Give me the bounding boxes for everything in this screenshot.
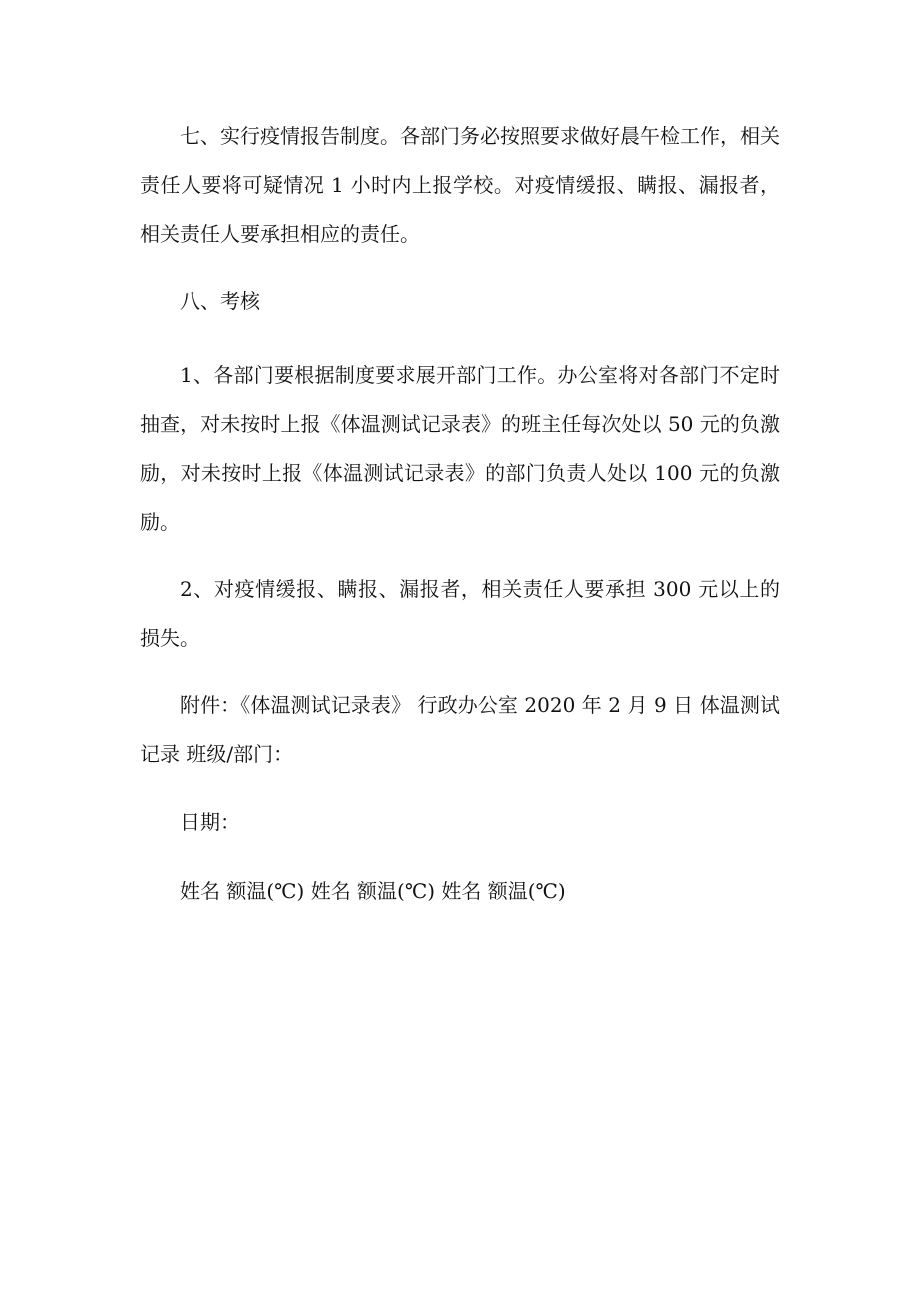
paragraph-date: 日期： — [180, 810, 240, 834]
paragraph-assessment-item-2: 2、对疫情缓报、瞒报、漏报者，相关责任人要承担 300 元以上的损失。 — [140, 577, 780, 650]
paragraph-table-header: 姓名 额温(℃) 姓名 额温(℃) 姓名 额温(℃) — [180, 879, 566, 903]
paragraph-assessment-item-1: 1、各部门要根据制度要求展开部门工作。办公室将对各部门不定时抽查，对未按时上报《体温测试记录表》的班主任每次处以 50 元的负激励，对未按时上报《体温测试记录表》的部门负责人处以 100 元的负激励。 — [140, 363, 780, 534]
paragraph-attachment: 附件：《体温测试记录表》 行政办公室 2020 年 2 月 9 日 体温测试记录 班级/部门： — [140, 693, 780, 766]
paragraph-epidemic-reporting: 七、实行疫情报告制度。各部门务必按照要求做好晨午检工作，相关责任人要将可疑情况 1 小时内上报学校。对疫情缓报、瞒报、漏报者，相关责任人要承担相应的责任。 — [140, 124, 780, 246]
section-heading-assessment: 八、考核 — [180, 289, 260, 313]
